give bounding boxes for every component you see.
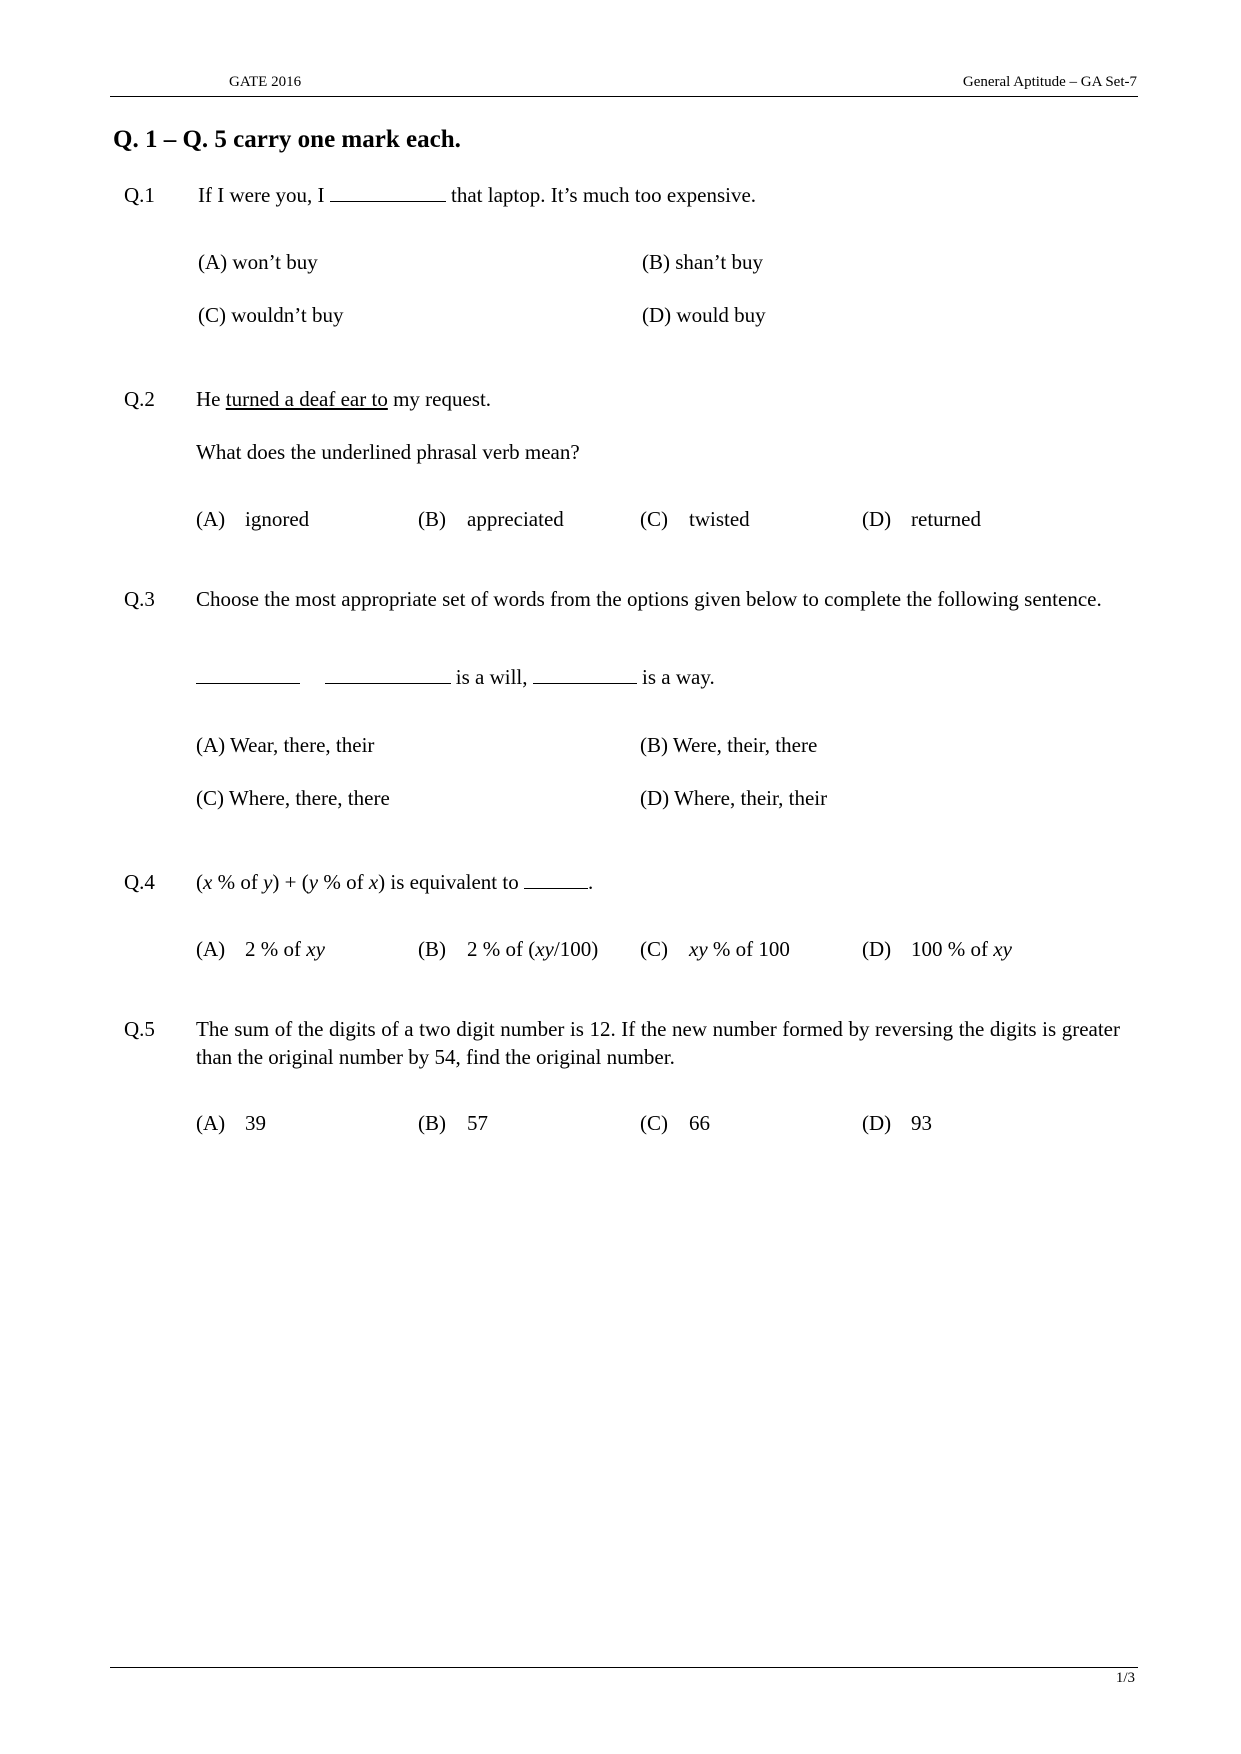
question-text-before: If I were you, I <box>198 183 325 207</box>
option-text: ignored <box>245 507 310 531</box>
answer-blank <box>533 663 637 684</box>
option-var: xy <box>535 937 554 961</box>
option <box>640 1109 710 1137</box>
answer-blank <box>196 663 300 684</box>
option-text: wouldn’t buy <box>231 303 344 327</box>
option-text: Were, their, there <box>672 733 818 757</box>
option-text: appreciated <box>467 507 564 531</box>
question-text: (x % of y) + (y % of x) is equivalent to . <box>196 870 594 894</box>
option-label: (A) <box>198 250 228 274</box>
question-text <box>198 181 756 209</box>
question-number: Q.1 <box>124 183 155 207</box>
pct-of: % of <box>217 870 258 894</box>
section-title: Q. 1 – Q. 5 carry one mark each. <box>113 126 461 153</box>
answer-blank <box>325 663 451 684</box>
option-label: (A) <box>196 1111 226 1135</box>
plus: + <box>284 870 297 894</box>
option <box>196 784 390 812</box>
question-number: Q.3 <box>124 587 155 611</box>
question-number: Q.2 <box>124 387 155 411</box>
question-text: Choose the most appropriate set of words from the options given below to complete the following sentence. <box>196 587 1102 611</box>
fill-in-sentence <box>196 663 715 691</box>
option <box>640 731 817 759</box>
option-label: (B) <box>640 733 668 757</box>
option <box>418 505 564 533</box>
option-text: twisted <box>689 507 750 531</box>
option-text: would buy <box>676 303 766 327</box>
option-text: Where, there, there <box>228 786 390 810</box>
option-label: (D) <box>862 507 892 531</box>
option-label: (B) <box>418 1111 446 1135</box>
option <box>418 935 598 963</box>
option <box>196 505 309 533</box>
option-label: (C) <box>640 937 668 961</box>
option <box>198 248 318 276</box>
option-label: (C) <box>640 1111 668 1135</box>
sentence-part: is a way. <box>642 665 715 689</box>
option <box>862 505 981 533</box>
option-label: (A) <box>196 733 226 757</box>
option-label: (D) <box>640 786 670 810</box>
option-var: xy <box>993 937 1012 961</box>
var-x: x <box>368 870 379 894</box>
option-label: (C) <box>640 507 668 531</box>
option-label: (B) <box>642 250 670 274</box>
option <box>196 935 325 963</box>
option-text: returned <box>911 507 981 531</box>
answer-blank <box>330 181 446 202</box>
question-number: Q.5 <box>124 1017 155 1041</box>
option-text: 66 <box>689 1111 710 1135</box>
option <box>196 1109 266 1137</box>
option-label: (A) <box>196 507 226 531</box>
question-text: The sum of the digits of a two digit number is 12. If the new number formed by reversing the digits is greater than the original number by 54, find the original number. <box>196 1017 1120 1069</box>
header-rule <box>110 96 1138 97</box>
option <box>640 935 790 963</box>
question-text <box>196 385 491 413</box>
option-pre: 100 % of <box>911 937 988 961</box>
option-var: xy <box>306 937 325 961</box>
question-text-after: that laptop. It’s much too expensive. <box>451 183 757 207</box>
question-number: Q.4 <box>124 870 155 894</box>
option-label: (D) <box>862 1111 892 1135</box>
option-pre: 2 % of ( <box>467 937 536 961</box>
option-text: Wear, there, their <box>230 733 375 757</box>
sub-question: What does the underlined phrasal verb mean? <box>196 440 580 464</box>
option <box>640 505 750 533</box>
question-text-post: my request. <box>393 387 492 411</box>
option <box>862 935 1012 963</box>
page-number: 1/3 <box>1115 1670 1135 1686</box>
question-text-pre: He <box>196 387 221 411</box>
option-label: (B) <box>418 937 446 961</box>
option-text: 39 <box>245 1111 266 1135</box>
option-text: 93 <box>911 1111 932 1135</box>
option <box>196 731 374 759</box>
answer-blank <box>524 868 588 889</box>
option-text: won’t buy <box>232 250 318 274</box>
option-label: (D) <box>642 303 672 327</box>
var-x: x <box>203 870 213 894</box>
equiv-text: is equivalent to <box>390 870 519 894</box>
sentence-part: is a will, <box>455 665 528 689</box>
footer-rule <box>110 1667 1138 1668</box>
option-pre: 2 % of <box>245 937 301 961</box>
option-var: xy <box>689 937 708 961</box>
var-y: y <box>263 870 273 894</box>
option-label: (A) <box>196 937 226 961</box>
option <box>418 1109 488 1137</box>
option <box>642 248 763 276</box>
header-paper-name: General Aptitude – GA Set-7 <box>962 74 1137 90</box>
var-y: y <box>308 870 319 894</box>
option <box>642 301 766 329</box>
option-text: 57 <box>467 1111 488 1135</box>
option-post: % of 100 <box>712 937 790 961</box>
option <box>198 301 343 329</box>
option-text: shan’t buy <box>675 250 763 274</box>
option-label: (D) <box>862 937 892 961</box>
option-text: Where, their, their <box>674 786 828 810</box>
option-post: /100) <box>553 937 599 961</box>
option-label: (C) <box>198 303 226 327</box>
option-label: (B) <box>418 507 446 531</box>
pct-of: % of <box>323 870 364 894</box>
option <box>640 784 827 812</box>
option <box>862 1109 932 1137</box>
option-label: (C) <box>196 786 224 810</box>
underlined-phrase: turned a deaf ear to <box>225 387 388 411</box>
header-exam-name: GATE 2016 <box>229 74 302 90</box>
